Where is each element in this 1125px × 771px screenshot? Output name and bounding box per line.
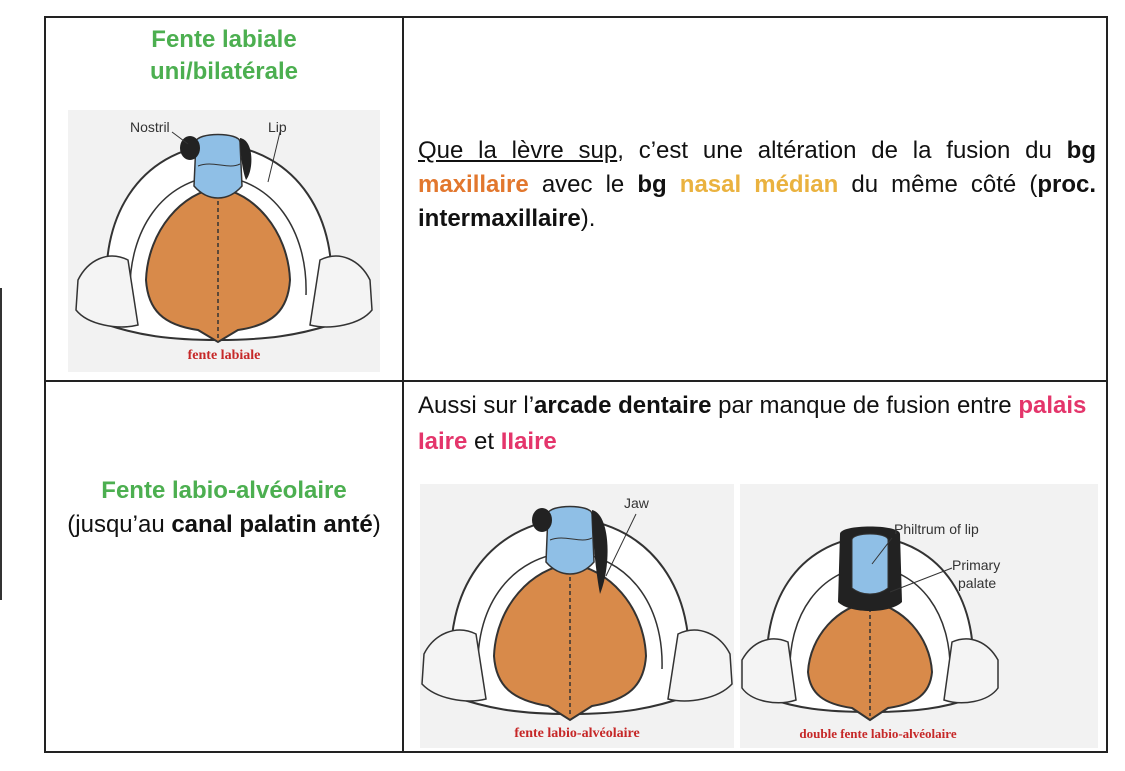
label-nostril: Nostril (130, 119, 170, 135)
underlined-phrase: Que la lèvre sup (418, 137, 618, 164)
cleft-lip-title-line2: uni/bilatérale (149, 58, 299, 85)
caption-double-fente: double fente labio-alvéolaire (799, 726, 957, 741)
term-maxillaire: maxillaire (418, 171, 529, 198)
text-segment: par manque de fusion entre (711, 392, 1019, 419)
text-segment: et (467, 428, 501, 455)
label-jaw: Jaw (624, 495, 649, 511)
term-iiaire: IIaire (500, 428, 557, 455)
comparison-table (44, 16, 1108, 753)
labio-alveolar-heading: Fente labio-alvéolaire (101, 477, 347, 504)
double-labio-alveolar-diagram (740, 484, 1098, 748)
column-divider (402, 18, 404, 751)
row-divider (46, 380, 1106, 382)
labio-alveolar-description (418, 388, 1096, 460)
text-segment: ). (580, 205, 596, 232)
bold-bg: bg (1066, 137, 1096, 164)
text-segment: Aussi sur l’ (418, 392, 535, 419)
caption-fente-labiale: fente labiale (187, 348, 261, 363)
margin-rule (0, 288, 2, 600)
labio-alveolar-diagram (420, 484, 734, 748)
text-segment: (jusqu’au (67, 511, 172, 538)
label-lip: Lip (268, 119, 287, 135)
cleft-lip-figure (68, 110, 380, 372)
caption-fente-labio-alveolaire: fente labio-alvéolaire (514, 726, 640, 741)
label-primary: Primary (952, 557, 1001, 573)
text-segment: , c’est une altération de la fusion du (617, 137, 1067, 164)
term-arcade-dentaire: arcade dentaire (534, 392, 712, 419)
labio-alveolar-title (46, 474, 402, 542)
labio-alveolar-figure (420, 484, 734, 748)
cleft-lip-diagram (68, 110, 380, 372)
term-proc-intermaxillaire: proc. intermaxillaire (418, 171, 1097, 232)
label-palate: palate (958, 575, 997, 591)
labio-alveolar-subtitle (46, 508, 402, 542)
text-segment: avec le (528, 171, 638, 198)
text-segment: ) (372, 511, 381, 538)
label-philtrum: Philtrum of lip (894, 521, 979, 537)
term-canal-palatin: canal palatin anté (171, 511, 373, 538)
bold-bg: bg (637, 171, 667, 198)
cleft-lip-title-line1: Fente labiale (151, 26, 297, 53)
term-palais-iaire: palais Iaire (418, 392, 1087, 455)
cleft-lip-description (418, 134, 1096, 236)
double-labio-alveolar-figure (740, 484, 1098, 748)
text-segment: du même côté ( (838, 171, 1038, 198)
term-nasal-median: nasal médian (679, 171, 839, 198)
